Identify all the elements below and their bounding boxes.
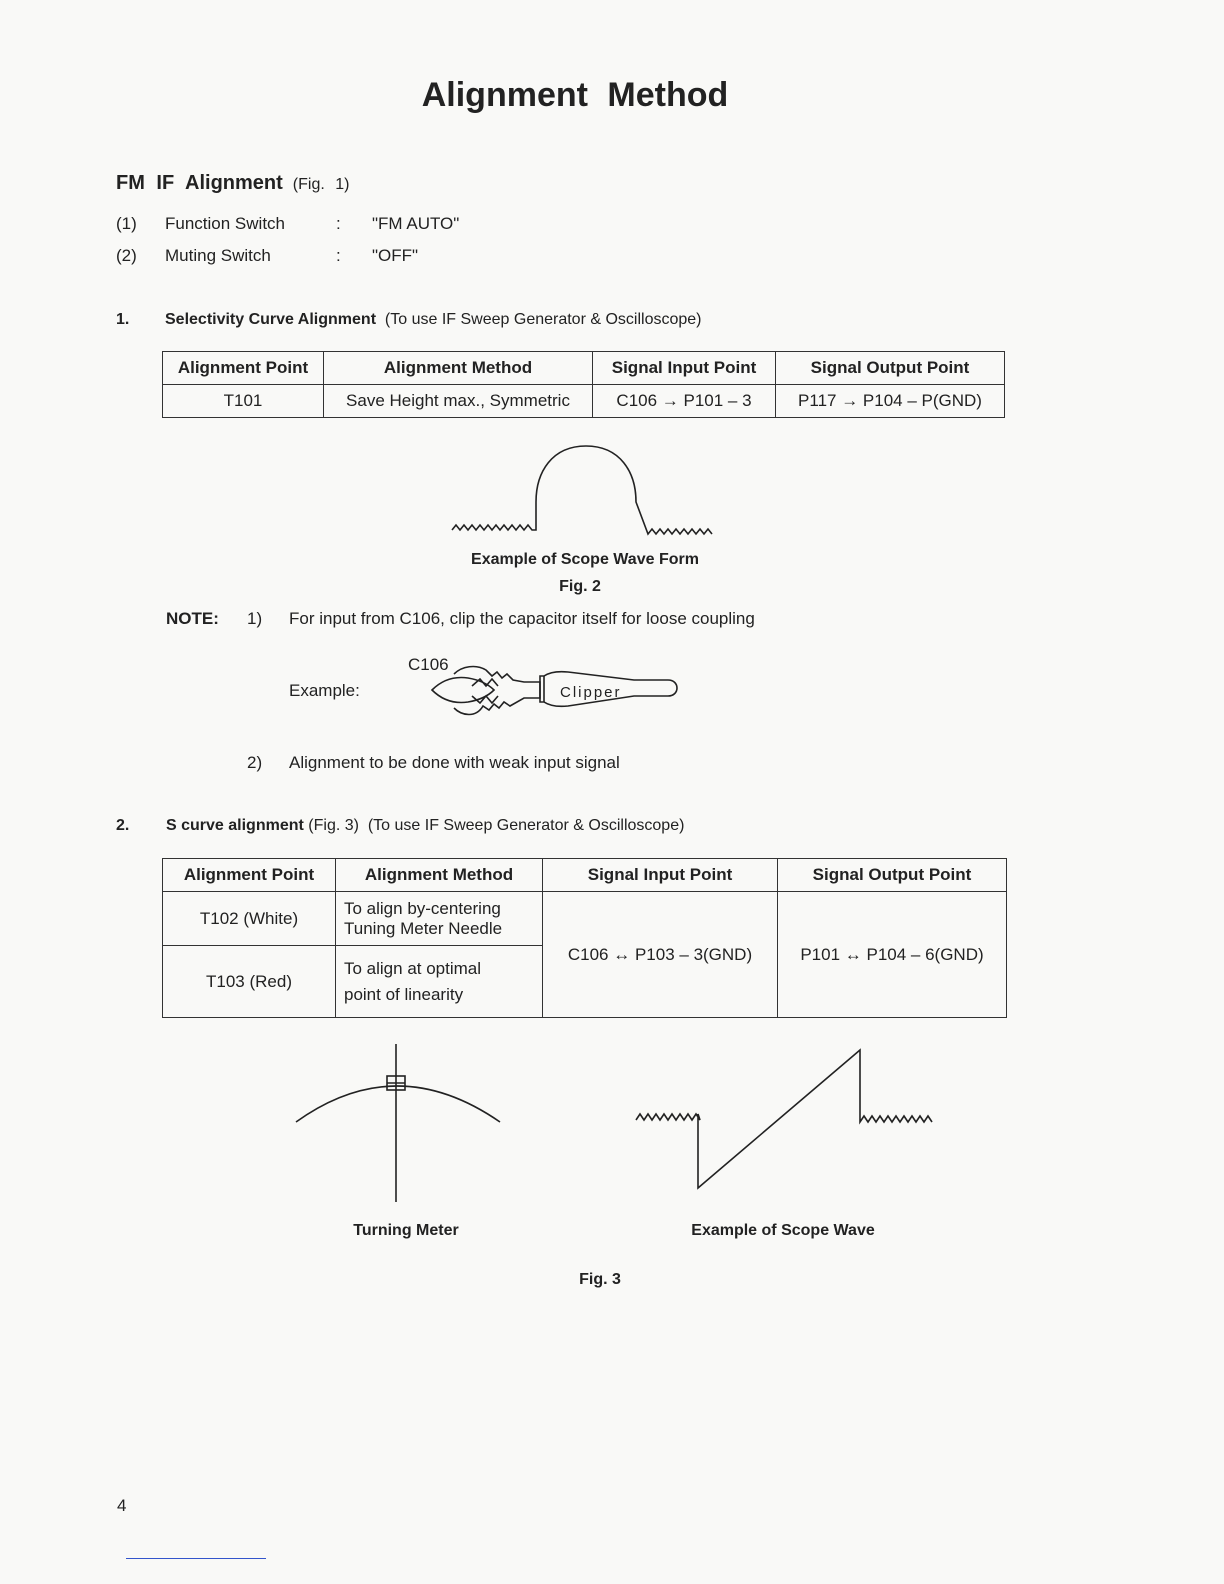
scope-waveform-diagram (440, 440, 730, 545)
s-curve-waveform-diagram (630, 1044, 940, 1194)
condition-1-label: Function Switch (165, 214, 285, 233)
step2-heading (166, 817, 684, 835)
step1-cell-output: P117 → P104 – P(GND) (776, 385, 1005, 418)
step2-row1-method-line2: Tuning Meter Needle (344, 918, 503, 938)
page-title: Alignment Method (421, 76, 729, 114)
condition-2-num: (2) (116, 246, 137, 265)
condition-2-value: "OFF" (372, 246, 419, 265)
step2-desc: (To use IF Sweep Generator & Oscilloscope) (367, 817, 685, 834)
step1-cell-method: Save Height max., Symmetric (324, 385, 593, 418)
step1-table (162, 351, 1005, 418)
step1-cell-input: C106 → P101 – 3 (593, 385, 776, 418)
condition-1-sep: : (336, 214, 341, 233)
step1-header-point: Alignment Point (163, 352, 324, 385)
step2-cell-input: C106 ↔ P103 – 3(GND) (543, 892, 778, 1018)
step2-cell-output: P101 ↔ P104 – 6(GND) (778, 892, 1007, 1018)
clipper-label: Clipper (560, 684, 622, 701)
step2-row2-method-line1: To align at optimal (344, 958, 482, 978)
section-fig-ref: (Fig. 1) (292, 176, 350, 193)
condition-2-sep: : (336, 246, 341, 265)
step2-row2-point: T103 (Red) (163, 946, 336, 1018)
step1-num: 1. (116, 311, 130, 328)
step1-header-method: Alignment Method (324, 352, 593, 385)
step2-header-output: Signal Output Point (778, 859, 1007, 892)
section-heading (116, 172, 349, 195)
step2-row1-method-line1: To align by-centering (344, 898, 501, 918)
tuning-meter-diagram (290, 1040, 510, 1210)
step1-header-output: Signal Output Point (776, 352, 1005, 385)
page-number: 4 (117, 1496, 127, 1515)
wave-caption: Example of Scope Wave (691, 1222, 875, 1239)
condition-1-num: (1) (116, 214, 137, 233)
condition-2-label: Muting Switch (165, 246, 271, 265)
step2-header-point: Alignment Point (163, 859, 336, 892)
note-1-num: 1) (247, 609, 263, 628)
step2-row2-method-line2: point of linearity (344, 984, 464, 1004)
meter-caption: Turning Meter (353, 1222, 459, 1239)
note-1-text: For input from C106, clip the capacitor itself for loose coupling (289, 609, 755, 628)
step2-header-input: Signal Input Point (543, 859, 778, 892)
section-heading-text: FM IF Alignment (116, 172, 283, 194)
step2-table (162, 858, 1007, 1018)
step2-row2-method (336, 946, 543, 1018)
example-label: Example: (289, 681, 360, 700)
fig2-label: Fig. 2 (559, 578, 601, 595)
note-label: NOTE: (166, 609, 219, 628)
step1-heading (165, 311, 702, 329)
footer-rule (126, 1558, 266, 1559)
step2-fig-ref: (Fig. 3) (308, 817, 359, 834)
step1-header-input: Signal Input Point (593, 352, 776, 385)
step1-title: Selectivity Curve Alignment (165, 311, 377, 328)
fig3-label: Fig. 3 (579, 1271, 621, 1288)
capacitor-label: C106 (408, 655, 449, 674)
note-2-text: Alignment to be done with weak input signal (289, 753, 620, 772)
condition-1-value: "FM AUTO" (372, 214, 460, 233)
step2-header-method: Alignment Method (336, 859, 543, 892)
step1-desc: (To use IF Sweep Generator & Oscilloscope) (384, 311, 702, 328)
step2-row1-point: T102 (White) (163, 892, 336, 946)
clipper-illustration (428, 662, 680, 724)
step1-cell-point: T101 (163, 385, 324, 418)
note-2-num: 2) (247, 753, 263, 772)
step2-row1-method (336, 892, 543, 946)
step2-title: S curve alignment (166, 817, 304, 834)
fig2-caption: Example of Scope Wave Form (471, 551, 699, 568)
step2-num: 2. (116, 817, 130, 834)
